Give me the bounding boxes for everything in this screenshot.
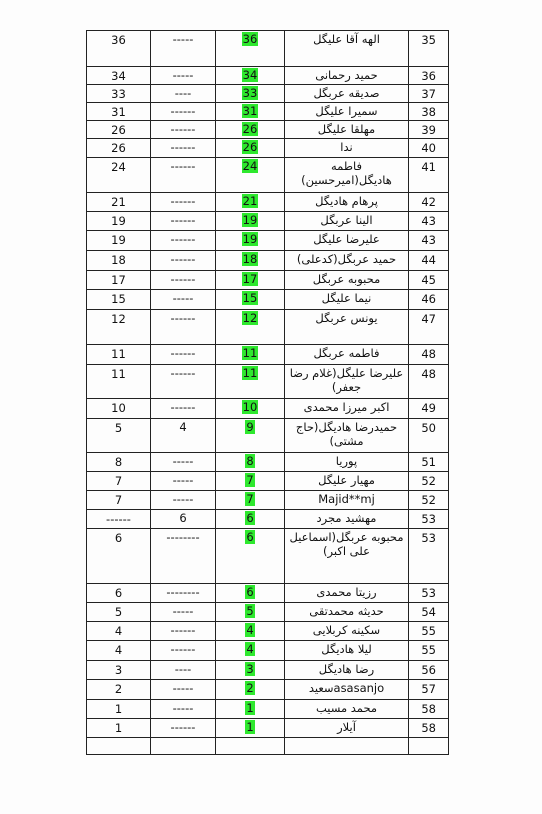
rank-cell: 38 (409, 103, 449, 121)
score-highlight: 8 (246, 454, 254, 468)
name-cell: پرهام هادیگل (285, 193, 409, 212)
extra-cell (151, 738, 216, 755)
rank-cell: 53 (409, 510, 449, 529)
table-row (87, 31, 449, 67)
total-cell: 3 (87, 661, 151, 680)
rank-cell: 48 (409, 365, 449, 399)
rank-cell: 40 (409, 139, 449, 158)
total-cell: 12 (87, 310, 151, 345)
table-row (87, 491, 449, 510)
table-row (87, 584, 449, 603)
score-cell (216, 510, 285, 529)
name-cell: علیرضا علیگل(غلام رضا جعفر) (285, 365, 409, 399)
score-cell (216, 85, 285, 103)
score-cell (216, 158, 285, 193)
total-cell: 7 (87, 472, 151, 491)
total-cell: 15 (87, 290, 151, 310)
score-highlight: 33 (242, 86, 258, 100)
rank-cell: 42 (409, 193, 449, 212)
extra-cell: ------ (151, 345, 216, 365)
rank-cell: 46 (409, 290, 449, 310)
extra-cell: ----- (151, 603, 216, 622)
rank-cell: 57 (409, 680, 449, 700)
table-row (87, 365, 449, 399)
extra-cell: ------ (151, 399, 216, 419)
table-row (87, 603, 449, 622)
total-cell: ------ (87, 510, 151, 529)
score-cell (216, 193, 285, 212)
table-row (87, 641, 449, 661)
extra-cell: ----- (151, 472, 216, 491)
name-cell: مهلقا علیگل (285, 121, 409, 139)
rank-cell: 36 (409, 67, 449, 85)
table-row (87, 453, 449, 472)
name-cell: الینا عربگل (285, 212, 409, 231)
score-cell (216, 251, 285, 271)
rank-cell: 47 (409, 310, 449, 345)
total-cell: 5 (87, 419, 151, 453)
name-cell: ندا (285, 139, 409, 158)
score-highlight: 31 (242, 104, 258, 118)
score-highlight: 12 (242, 311, 258, 325)
rank-cell: 43 (409, 231, 449, 251)
rank-cell: 49 (409, 399, 449, 419)
name-cell: یونس عربگل (285, 310, 409, 345)
score-cell (216, 529, 285, 584)
total-cell: 11 (87, 345, 151, 365)
rank-cell: 44 (409, 251, 449, 271)
score-highlight: 17 (242, 272, 258, 286)
total-cell: 10 (87, 399, 151, 419)
extra-cell: ---- (151, 85, 216, 103)
score-highlight: 24 (242, 159, 258, 173)
name-cell: نیما علیگل (285, 290, 409, 310)
extra-cell: ----- (151, 31, 216, 67)
total-cell: 19 (87, 231, 151, 251)
score-cell (216, 453, 285, 472)
score-cell (216, 31, 285, 67)
extra-cell: ------ (151, 310, 216, 345)
table-row (87, 121, 449, 139)
table-row (87, 661, 449, 680)
score-cell (216, 738, 285, 755)
table-row (87, 158, 449, 193)
rank-cell: 55 (409, 622, 449, 641)
score-cell (216, 700, 285, 719)
extra-cell: ------ (151, 719, 216, 738)
table-row (87, 472, 449, 491)
total-cell: 21 (87, 193, 151, 212)
table-row (87, 85, 449, 103)
name-cell: لیلا هادیگل (285, 641, 409, 661)
score-cell (216, 491, 285, 510)
rank-cell: 41 (409, 158, 449, 193)
rank-cell: 45 (409, 271, 449, 290)
rank-cell: 48 (409, 345, 449, 365)
total-cell: 6 (87, 529, 151, 584)
score-highlight: 18 (242, 252, 258, 266)
table-row (87, 622, 449, 641)
table-row (87, 251, 449, 271)
name-cell: حمیدرضا هادیگل(حاج مشتی) (285, 419, 409, 453)
extra-cell: ------ (151, 121, 216, 139)
score-highlight: 9 (246, 420, 254, 434)
extra-cell: ------ (151, 365, 216, 399)
score-cell (216, 365, 285, 399)
name-cell: رضا هادیگل (285, 661, 409, 680)
score-cell (216, 622, 285, 641)
extra-cell: ----- (151, 680, 216, 700)
score-cell (216, 231, 285, 251)
name-cell: Majid**mj (285, 491, 409, 510)
name-cell: الهه آقا علیگل (285, 31, 409, 67)
total-cell: 26 (87, 121, 151, 139)
score-cell (216, 139, 285, 158)
name-cell: حمید عربگل(کدعلی) (285, 251, 409, 271)
total-cell: 31 (87, 103, 151, 121)
score-cell (216, 641, 285, 661)
name-cell: صدیقه عربگل (285, 85, 409, 103)
extra-cell: ------ (151, 139, 216, 158)
score-highlight: 26 (242, 122, 258, 136)
rank-cell: 53 (409, 529, 449, 584)
name-cell: سمیرا علیگل (285, 103, 409, 121)
total-cell: 18 (87, 251, 151, 271)
score-highlight: 2 (246, 681, 254, 695)
score-highlight: 34 (242, 68, 258, 82)
extra-cell: ----- (151, 700, 216, 719)
total-cell: 6 (87, 584, 151, 603)
total-cell: 26 (87, 139, 151, 158)
score-cell (216, 103, 285, 121)
name-cell (285, 738, 409, 755)
score-highlight: 36 (242, 32, 258, 46)
total-cell: 5 (87, 603, 151, 622)
rank-cell: 52 (409, 472, 449, 491)
score-highlight: 4 (246, 642, 254, 656)
table-row (87, 212, 449, 231)
rank-cell: 37 (409, 85, 449, 103)
table-row (87, 231, 449, 251)
name-cell: محبوبه عربگل(اسماعیل علی اکبر) (285, 529, 409, 584)
name-cell: محمد مسیب (285, 700, 409, 719)
extra-cell: ------ (151, 193, 216, 212)
score-cell (216, 212, 285, 231)
score-highlight: 7 (246, 473, 254, 487)
total-cell: 4 (87, 641, 151, 661)
table-row (87, 529, 449, 584)
name-cell: آیلار (285, 719, 409, 738)
extra-cell: ----- (151, 290, 216, 310)
scores-table (86, 30, 449, 755)
rank-cell: 35 (409, 31, 449, 67)
score-cell (216, 67, 285, 85)
rank-cell: 43 (409, 212, 449, 231)
total-cell: 33 (87, 85, 151, 103)
extra-cell: -------- (151, 529, 216, 584)
extra-cell: 6 (151, 510, 216, 529)
total-cell: 34 (87, 67, 151, 85)
extra-cell: ------ (151, 231, 216, 251)
scores-table-body (87, 31, 449, 755)
total-cell: 24 (87, 158, 151, 193)
score-cell (216, 603, 285, 622)
total-cell: 8 (87, 453, 151, 472)
name-cell: پوریا (285, 453, 409, 472)
score-highlight: 26 (242, 140, 258, 154)
rank-cell: 58 (409, 719, 449, 738)
name-cell: اکبر میرزا محمدی (285, 399, 409, 419)
table-row (87, 719, 449, 738)
score-highlight: 1 (246, 720, 254, 734)
rank-cell: 53 (409, 584, 449, 603)
table-row (87, 103, 449, 121)
total-cell: 2 (87, 680, 151, 700)
rank-cell: 50 (409, 419, 449, 453)
total-cell: 19 (87, 212, 151, 231)
total-cell: 7 (87, 491, 151, 510)
name-cell: حدیثه محمدتقی (285, 603, 409, 622)
table-row (87, 700, 449, 719)
table-row (87, 510, 449, 529)
score-highlight: 19 (242, 213, 258, 227)
table-row (87, 738, 449, 755)
score-highlight: 11 (242, 346, 258, 360)
table-row (87, 193, 449, 212)
score-cell (216, 661, 285, 680)
score-highlight: 6 (246, 585, 254, 599)
table-row (87, 67, 449, 85)
extra-cell: ------ (151, 271, 216, 290)
total-cell: 4 (87, 622, 151, 641)
extra-cell: ----- (151, 67, 216, 85)
rank-cell: 39 (409, 121, 449, 139)
name-cell: فاطمه عربگل (285, 345, 409, 365)
score-cell (216, 271, 285, 290)
name-cell: سکینه کربلایی (285, 622, 409, 641)
total-cell: 11 (87, 365, 151, 399)
score-cell (216, 345, 285, 365)
rank-cell: 54 (409, 603, 449, 622)
score-highlight: 6 (246, 530, 254, 544)
score-cell (216, 121, 285, 139)
score-cell (216, 472, 285, 491)
table-row (87, 399, 449, 419)
name-cell: مهشید مجرد (285, 510, 409, 529)
extra-cell: ------ (151, 103, 216, 121)
name-cell: asasanjoسعید (285, 680, 409, 700)
total-cell: 36 (87, 31, 151, 67)
rank-cell: 55 (409, 641, 449, 661)
score-highlight: 6 (246, 511, 254, 525)
extra-cell: ------ (151, 622, 216, 641)
score-cell (216, 399, 285, 419)
score-highlight: 21 (242, 194, 258, 208)
rank-cell: 51 (409, 453, 449, 472)
score-cell (216, 719, 285, 738)
score-highlight: 11 (242, 366, 258, 380)
score-highlight: 5 (246, 604, 254, 618)
table-row (87, 310, 449, 345)
extra-cell: -------- (151, 584, 216, 603)
score-highlight: 3 (246, 662, 254, 676)
total-cell: 17 (87, 271, 151, 290)
score-highlight: 1 (246, 701, 254, 715)
extra-cell: ----- (151, 453, 216, 472)
extra-cell: ------ (151, 641, 216, 661)
table-row (87, 139, 449, 158)
extra-cell: ----- (151, 491, 216, 510)
score-highlight: 4 (246, 623, 254, 637)
extra-cell: ------ (151, 158, 216, 193)
score-cell (216, 680, 285, 700)
table-row (87, 680, 449, 700)
extra-cell: 4 (151, 419, 216, 453)
score-cell (216, 419, 285, 453)
rank-cell (409, 738, 449, 755)
table-row (87, 419, 449, 453)
score-highlight: 19 (242, 232, 258, 246)
score-highlight: 10 (242, 400, 258, 414)
name-cell: فاطمه هادیگل(امیرحسین) (285, 158, 409, 193)
score-cell (216, 310, 285, 345)
name-cell: رزیتا محمدی (285, 584, 409, 603)
score-highlight: 7 (246, 492, 254, 506)
table-row (87, 345, 449, 365)
name-cell: علیرضا علیگل (285, 231, 409, 251)
name-cell: محبوبه عربگل (285, 271, 409, 290)
name-cell: حمید رحمانی (285, 67, 409, 85)
extra-cell: ---- (151, 661, 216, 680)
score-cell (216, 290, 285, 310)
score-cell (216, 584, 285, 603)
total-cell (87, 738, 151, 755)
extra-cell: ------ (151, 212, 216, 231)
rank-cell: 52 (409, 491, 449, 510)
name-cell: مهیار علیگل (285, 472, 409, 491)
extra-cell: ------ (151, 251, 216, 271)
rank-cell: 56 (409, 661, 449, 680)
rank-cell: 58 (409, 700, 449, 719)
total-cell: 1 (87, 719, 151, 738)
table-row (87, 290, 449, 310)
score-highlight: 15 (242, 291, 258, 305)
total-cell: 1 (87, 700, 151, 719)
table-row (87, 271, 449, 290)
